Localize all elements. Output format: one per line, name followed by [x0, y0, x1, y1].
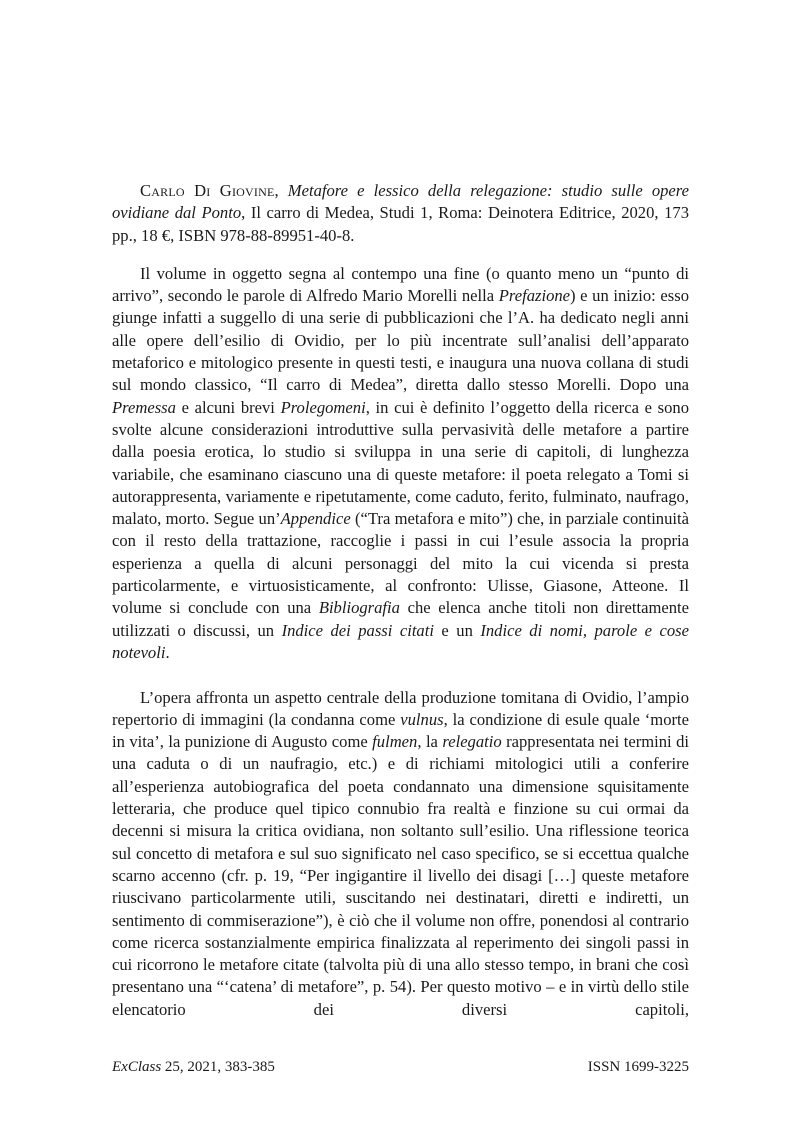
footer-journal-name: ExClass — [112, 1059, 162, 1075]
p1-work-prefazione: Prefazione — [498, 286, 571, 306]
footer-journal-reference — [112, 1057, 275, 1077]
p1-work-bibliografia: Bibliografia — [318, 598, 400, 618]
page-content — [112, 180, 689, 1043]
p1-seg-5: e alcuni brevi — [175, 397, 281, 417]
book-citation — [112, 180, 689, 247]
p1-seg-9: (“Tra metafora e mito”) che, in parziale continuità con il resto della trattazione, raccoglie i passi in cui l’esule associa la propria esperienza a quella di alcuni personaggi del mito la cui vicenda si presta particolarmente, e virtuosisticamente, al confronto: Ulisse, Giasone, Atteone. Il volume si conclude con una — [112, 509, 689, 618]
footer-journal-details: 25, 2021, 383-385 — [161, 1059, 275, 1075]
p2-seg-7: rappresentata nei termini di una caduta o di un naufragio, etc.) e di richiami mitologici utili a conferire all’esperienza autobiografica del poeta condannato una dimensione squisitamente letteraria, che produce quel tipico connubio fra realtà e finzione su cui ormai da decenni si misura la critica ovidiana, non soltanto sull’esilio. Una riflessione teorica sul concetto di metafora e sul suo significato nel caso specifico, se si eccettua qualche scarno accenno (cfr. p. 19, “Per ingigantire il livello dei disagi […] queste metafore riuscivano particolarmente utili, suscitando nei destinatari, diretti e indiretti, un sentimento di commiserazione”), è ciò che il volume non offre, ponendosi al contrario come ricerca sostanzialmente empirica finalizzata al reperimento dei singoli passi in cui ricorrono le metafore citate (talvolta più di una allo stesso tempo, in brani che così presentano una “‘catena’ di metafore”, p. 54). Per questo motivo – e in virtù dello stile elencatorio dei diversi capitoli, — [112, 732, 690, 1019]
p1-work-indice-passi: Indice dei passi citati — [281, 620, 434, 640]
p1-seg-7: , in cui è definito l’oggetto della ricerca e sono svolte alcune considerazioni introduttive sulla pervasività delle metafore a partire dalla poesia erotica, lo studio si sviluppa in una serie di capitoli, di lunghezza variabile, che esaminano ciascuno una di queste metafore: il poeta relegato a Tomi si autorappresenta, variamente e ripetutamente, come caduto, ferito, fulminato, naufrago, malato, morto. Segue un’ — [112, 397, 689, 529]
body-paragraph-1 — [112, 263, 689, 687]
footer-issn: ISSN 1699-3225 — [587, 1059, 689, 1075]
p1-work-indice-nomi: Indice di nomi, parole e cose notevoli — [112, 620, 689, 662]
p1-seg-11: che elenca anche titoli non direttamente utilizzati o discussi, un — [112, 598, 689, 640]
body-paragraph-2 — [112, 687, 689, 1044]
citation-author: Carlo Di Giovine — [140, 181, 275, 200]
p1-seg-3: ) e un inizio: esso giunge infatti a suggello di una serie di pubblicazioni che l’A. ha dedicato negli anni alle opere dell’esilio di Ovidio, per lo più incentrate sull’analisi dell’apparato metaforico e mitologico presente in questi testi, e inaugura una nuova collana di studi sul mondo classico, “Il carro di Medea”, diretta dallo stesso Morelli. Dopo una — [112, 286, 689, 395]
citation-imprint: , Il carro di Medea, Studi 1, Roma: Deinotera Editrice, 2020, 173 pp., 18 €, ISBN 978-88-89951-40-8. — [112, 203, 690, 245]
citation-title: Metafore e lessico della relegazione: studio sulle opere ovidiane dal Ponto — [112, 181, 690, 223]
p1-seg-1: Il volume in oggetto segna al contempo una fine (o quanto meno un “punto di arrivo”, secondo le parole di Alfredo Mario Morelli nella — [112, 263, 689, 306]
page-footer — [112, 1057, 689, 1077]
p2-seg-5: , la — [417, 732, 443, 752]
p1-work-appendice: Appendice — [280, 509, 351, 529]
p2-term-fulmen: fulmen — [372, 732, 418, 752]
p1-seg-15: . — [165, 642, 170, 662]
p1-work-premessa: Premessa — [112, 397, 176, 417]
p1-work-prolegomeni: Prolegomeni — [280, 397, 366, 417]
p2-seg-3: , la condizione di esule quale ‘morte in vita’, la punizione di Augusto come — [112, 709, 689, 752]
p1-seg-13: e un — [433, 620, 481, 640]
p2-term-relegatio: relegatio — [442, 732, 502, 752]
p2-term-vulnus: vulnus — [400, 709, 444, 729]
p2-seg-1: L’opera affronta un aspetto centrale della produzione tomitana di Ovidio, l’ampio repertorio di immagini (la condanna come — [112, 687, 689, 729]
citation-author-separator: , — [274, 181, 288, 200]
